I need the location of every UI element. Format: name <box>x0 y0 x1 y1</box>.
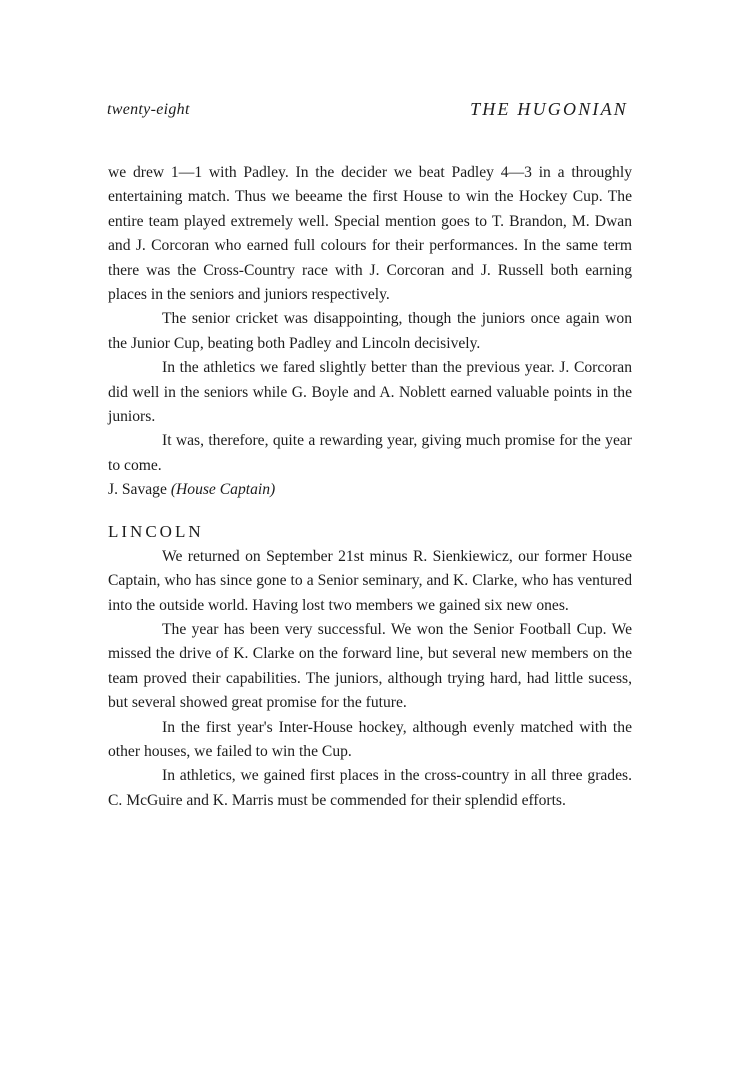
article-body <box>108 161 632 813</box>
page-number: twenty-eight <box>107 101 190 118</box>
paragraph: It was, therefore, quite a rewarding year, giving much promise for the year to come. <box>108 432 632 474</box>
paragraph: The year has been very successful. We won the Senior Football Cup. We missed the drive of K. Clarke on the forward line, but several new members on the team proved their capabilities. The juniors, although trying hard, had little sucess, but several showed great promise for the future. <box>108 620 632 712</box>
paragraph: In athletics, we gained first places in the cross-country in all three grades. C. McGuire and K. Marris must be commended for their splendid efforts. <box>108 767 632 809</box>
page-header <box>107 99 632 123</box>
paragraph: we drew 1—1 with Padley. In the decider we beat Padley 4—3 in a throughly entertaining match. Thus we beeame the first House to win the Hockey Cup. The entire team played extremely well. Special mention goes to T. Brandon, M. Dwan and J. Corcoran who earned full colours for their performances. In the same term there was the Cross-Country race with J. Corcoran and J. Russell both earning places in the seniors and juniors respectively. <box>108 164 632 304</box>
signature-name: J. Savage <box>108 481 167 499</box>
paragraph: In the first year's Inter-House hockey, although evenly matched with the other houses, we failed to win the Cup. <box>108 718 632 760</box>
paragraph: In the athletics we fared slightly better than the previous year. J. Corcoran did well in the seniors while G. Boyle and A. Noblett earned valuable points in the juniors. <box>108 359 632 426</box>
paragraph: The senior cricket was disappointing, though the juniors once again won the Junior Cup, beating both Padley and Lincoln decisively. <box>108 310 632 352</box>
publication-title: THE HUGONIAN <box>470 99 628 119</box>
section-heading-lincoln: LINCOLN <box>108 521 204 541</box>
paragraph: We returned on September 21st minus R. Sienkiewicz, our former House Captain, who has since gone to a Senior seminary, and K. Clarke, who has ventured into the outside world. Having lost two members we gained six new ones. <box>108 547 632 614</box>
signature <box>108 478 632 502</box>
signature-role: (House Captain) <box>170 481 276 499</box>
